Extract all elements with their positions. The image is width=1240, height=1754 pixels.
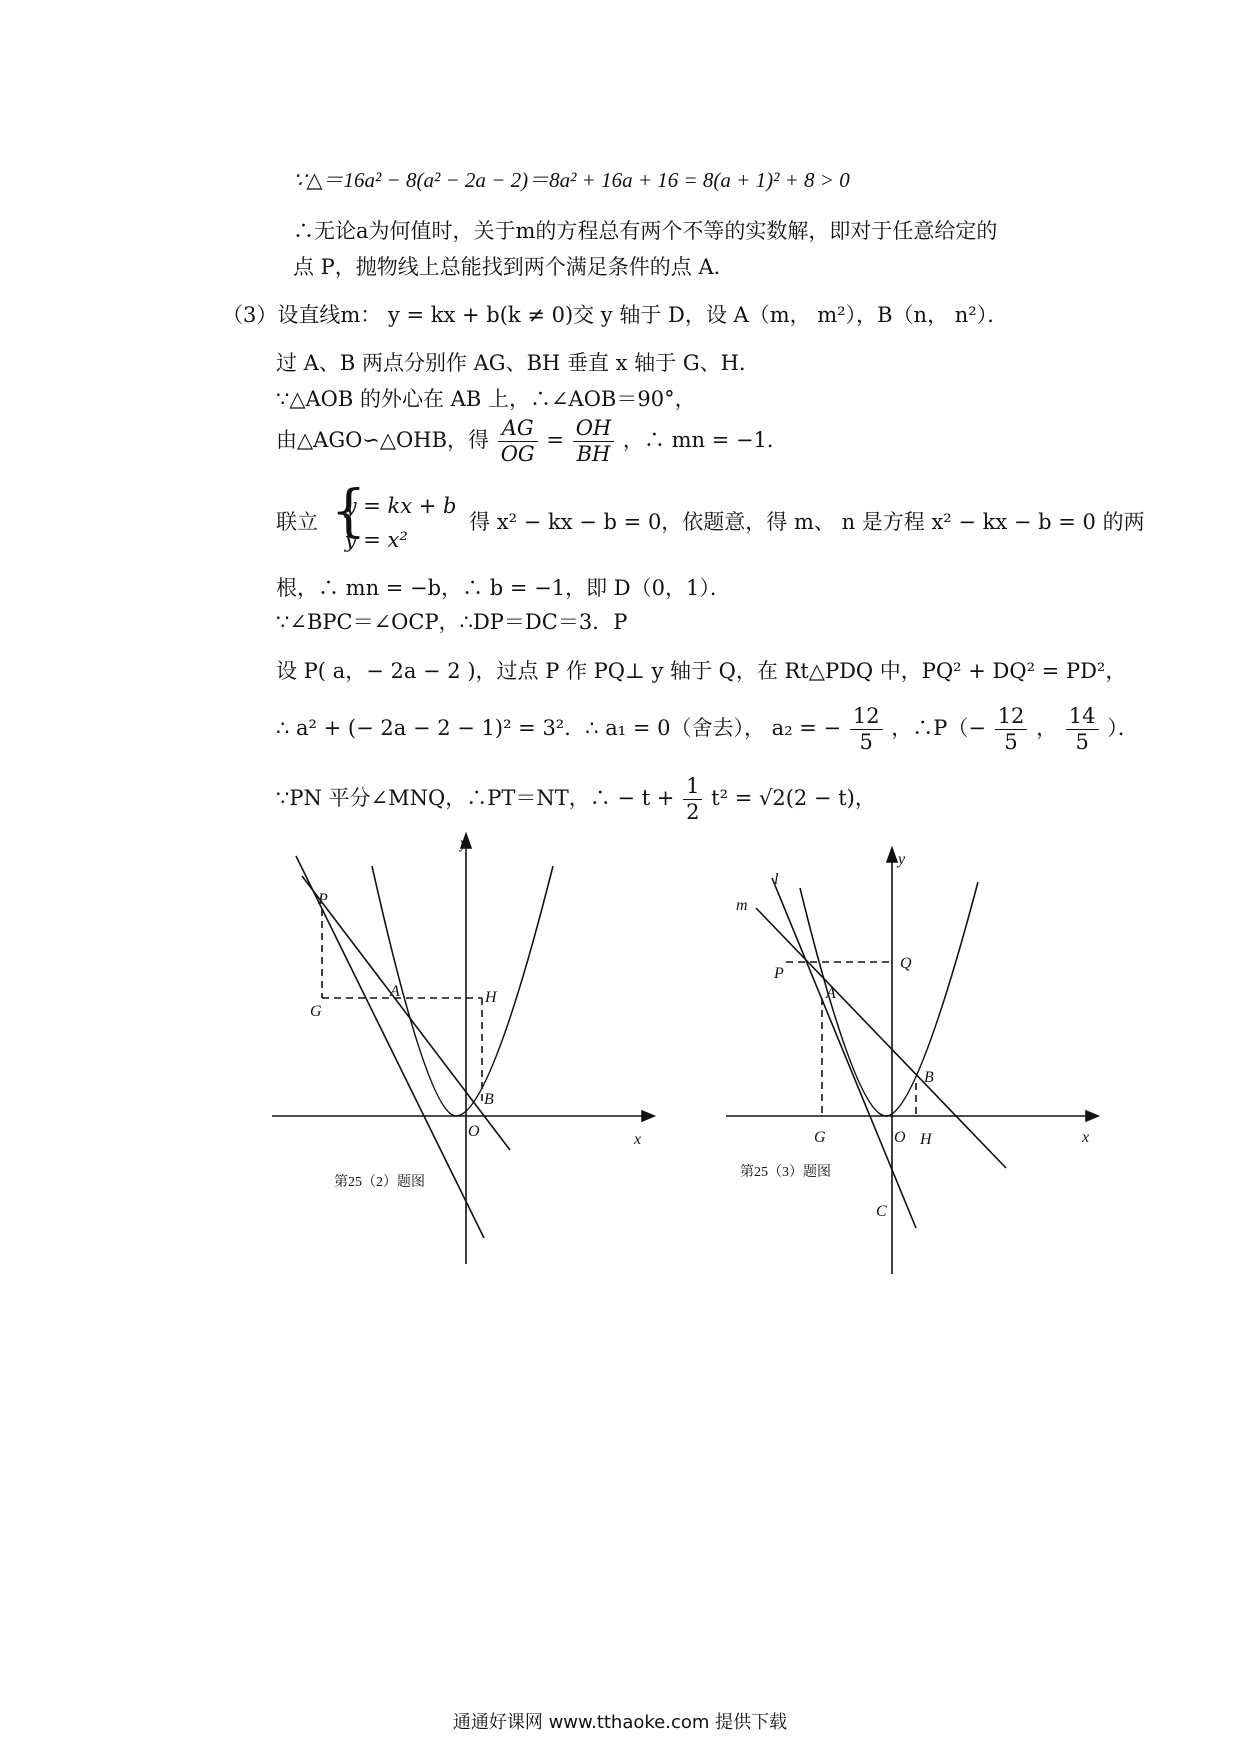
proof-line-roots: 根，∴ mn = −b，∴ b = −1，即 D（0，1）． [276, 576, 731, 600]
point-p-prefix: ，∴P（− [891, 716, 986, 740]
fraction-den: 2 [686, 800, 700, 824]
fraction-num: 14 [1066, 706, 1099, 730]
label-p: P [774, 965, 784, 982]
solve-text: ∴ a² + (− 2a − 2 − 1)² = 3²．∴ a₁ = 0（舍去）， a₂ = − [276, 716, 842, 740]
brace-icon: { [330, 479, 367, 544]
fraction-num: OH [573, 418, 615, 442]
label-q: Q [900, 955, 912, 972]
proof-line-conclusion-1: ∴无论a为何值时，关于m的方程总有两个不等的实数解，即对于任意给定的 [293, 219, 998, 243]
page-footer: 通通好课网 www.tthaoke.com 提供下载 [452, 1712, 788, 1733]
label-x: x [1082, 1129, 1090, 1146]
fraction-den: 5 [859, 730, 873, 754]
proof-line-perpendiculars: 过 A、B 两点分别作 AG、BH 垂直 x 轴于 G、H． [276, 351, 760, 375]
label-p: P [318, 891, 328, 908]
label-g: G [310, 1003, 322, 1020]
bisect-text: ∵PN 平分∠MNQ，∴PT＝NT，∴ − t + [276, 786, 675, 810]
fraction-12-5-b [995, 706, 1028, 753]
label-c: C [876, 1203, 887, 1220]
bisect-result: t² = √2(2 − t)， [711, 786, 876, 810]
x-axis-arrow-icon [1086, 1111, 1098, 1121]
fraction-ag-og [498, 418, 538, 465]
fraction-num: AG [498, 418, 538, 442]
fraction-12-5-a [850, 706, 883, 753]
proof-line-similar [276, 418, 788, 465]
label-b: B [924, 1069, 934, 1086]
part3-heading: （3）设直线m： y = kx + b(k ≠ 0)交 y 轴于 D，设 A（m， m²），B（n， n²）． [222, 303, 1009, 327]
label-g: G [814, 1129, 826, 1146]
label-x: x [634, 1131, 642, 1148]
caption-fig2: 第25（3）题图 [740, 1165, 831, 1180]
figure-25-3 [716, 838, 1116, 1278]
label-l: l [774, 871, 779, 888]
system-row-1: y = kx + b [344, 494, 457, 518]
fraction-den: OG [500, 442, 535, 466]
similar-result: ，∴ mn = −1． [622, 428, 788, 452]
label-a: A [826, 985, 836, 1002]
fraction-den: 5 [1075, 730, 1089, 754]
fraction-14-5 [1066, 706, 1099, 753]
fraction-num: 12 [850, 706, 883, 730]
fraction-1-2 [683, 776, 702, 823]
proof-line-circumcenter: ∵△AOB 的外心在 AB 上，∴∠AOB＝90°， [276, 387, 696, 411]
proof-line-system [276, 479, 1145, 557]
x-axis-arrow-icon [642, 1111, 654, 1121]
label-y: y [460, 835, 468, 852]
equals-sign: = [546, 428, 564, 452]
label-b: B [484, 1091, 494, 1108]
label-y: y [898, 851, 906, 868]
fraction-num: 12 [995, 706, 1028, 730]
y-axis-arrow-icon [887, 848, 897, 862]
equation-system [330, 479, 457, 557]
proof-line-bisect [276, 776, 876, 823]
label-a: A [390, 983, 400, 1000]
similar-text: 由△AGO∽△OHB，得 [276, 428, 490, 452]
label-h: H [485, 989, 497, 1006]
proof-line-discriminant: ∵△＝16a² − 8(a² − 2a − 2)＝8a² + 16a + 16 = 8(a + 1)² + 8 > 0 [293, 168, 850, 192]
fraction-den: 5 [1004, 730, 1018, 754]
proof-line-solve-a [276, 706, 1139, 753]
proof-line-conclusion-2: 点 P，抛物线上总能找到两个满足条件的点 A． [293, 255, 735, 279]
caption-fig1: 第25（2）题图 [334, 1175, 425, 1190]
label-o: O [468, 1123, 480, 1140]
label-h: H [920, 1131, 932, 1148]
figure-25-2 [260, 826, 660, 1266]
system-row-2: y = x² [344, 527, 408, 552]
point-p-suffix: ）． [1107, 716, 1139, 740]
proof-line-set-p: 设 P( a，− 2a − 2 )，过点 P 作 PQ⊥ y 轴于 Q，在 Rt△PDQ 中，PQ² + DQ² = PD²， [276, 659, 1127, 683]
fraction-den: BH [576, 442, 611, 466]
line-m [756, 908, 1006, 1168]
comma: ， [1036, 716, 1058, 740]
proof-line-angles: ∵∠BPC＝∠OCP，∴DP＝DC＝3．P [276, 610, 628, 634]
label-o: O [894, 1129, 906, 1146]
line-through-p [302, 876, 510, 1150]
system-result: 得 x² − kx − b = 0，依题意，得 m、 n 是方程 x² − kx − b = 0 的两 [469, 510, 1145, 535]
system-prefix: 联立 [276, 510, 318, 535]
fraction-oh-bh [573, 418, 615, 465]
label-m: m [736, 897, 748, 914]
fraction-num: 1 [683, 776, 702, 800]
